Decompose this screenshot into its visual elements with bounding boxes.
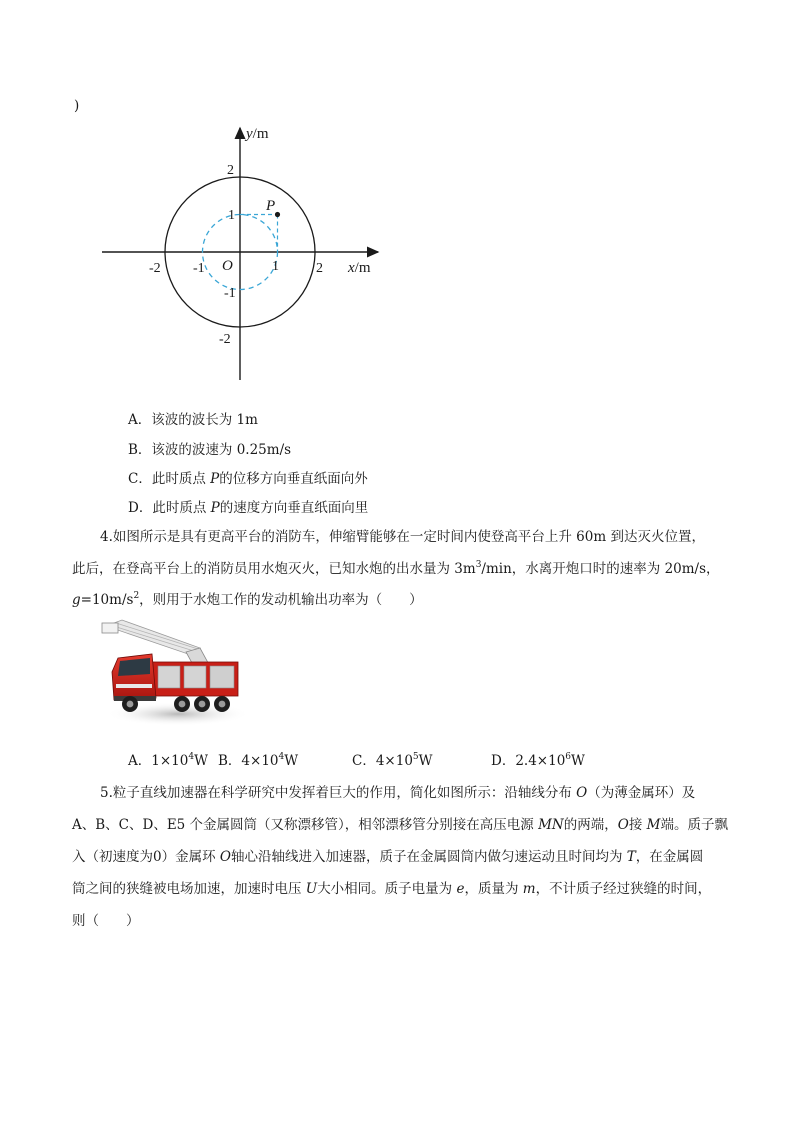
q4-option-a: A．$1\times 10^4W$ — [128, 752, 208, 769]
origin-label: O — [222, 258, 233, 274]
x-tick-neg1: -1 — [193, 261, 205, 276]
q4-option-b: B．$4\times 10^4W$ — [218, 752, 299, 769]
point-p-dot — [275, 212, 280, 217]
q3-option-b: B．该波的波速为 0.25m/s — [128, 442, 292, 458]
q5-line-5: 则（ ） — [72, 913, 140, 929]
q3-option-c: C．此时质点 P的位移方向垂直纸面向外 — [128, 471, 368, 487]
x-tick-2: 2 — [316, 261, 323, 276]
q4-line-2: 此后，在登高平台上的消防员用水炮灭火，已知水炮的出水量为 $3m^3/\min$，水离开炮口时的速率为 20m/s， — [72, 560, 720, 577]
y-tick-1: 1 — [228, 208, 235, 223]
fire-truck-image — [100, 612, 245, 730]
q5-line-4: 筒之间的狭缝被电场加速，加速时电压 U大小相同。质子电量为 e，质量为 m，不计质子经过狭缝的时间， — [72, 881, 712, 897]
q4-line-1: 4.如图所示是具有更高平台的消防车，伸缩臂能够在一定时间内使登高平台上升 60m 到达灭火位置， — [100, 529, 705, 545]
q4-line-3: $g=10m/s^2$，则用于水炮工作的发动机输出功率为（ ） — [72, 591, 423, 608]
q3-option-a: A．该波的波长为 1m — [128, 412, 258, 428]
x-tick-1: 1 — [272, 259, 279, 274]
y-tick-neg1: -1 — [224, 286, 236, 301]
coordinate-figure — [96, 118, 396, 388]
y-tick-neg2: -2 — [219, 332, 231, 347]
q3-option-d: D．此时质点 P的速度方向垂直纸面向里 — [128, 500, 369, 516]
q5-line-3: 入（初速度为0）金属环 O轴心沿轴线进入加速器，质子在金属圆筒内做匀速运动且时间均为 T，在金属圆 — [72, 849, 704, 865]
y-axis-label: y/m — [246, 126, 269, 142]
fragment-paren: ) — [74, 98, 80, 114]
x-tick-neg2: -2 — [149, 261, 161, 276]
point-p-label: P — [266, 198, 276, 214]
x-axis-label: x/m — [348, 260, 371, 276]
y-tick-2: 2 — [227, 163, 234, 178]
q5-line-1: 5.粒子直线加速器在科学研究中发挥着巨大的作用，简化如图所示：沿轴线分布 O（为薄金属环）及 — [100, 785, 696, 801]
q5-line-2: A、B、C、D、E5 个金属圆筒（又称漂移管），相邻漂移管分别接在高压电源 MN的两端，O接 M端。质子飘 — [72, 817, 728, 833]
q4-option-c: C．$4\times 10^5W$ — [352, 752, 433, 769]
q4-option-d: D．$2.4\times 10^6W$ — [491, 752, 585, 769]
